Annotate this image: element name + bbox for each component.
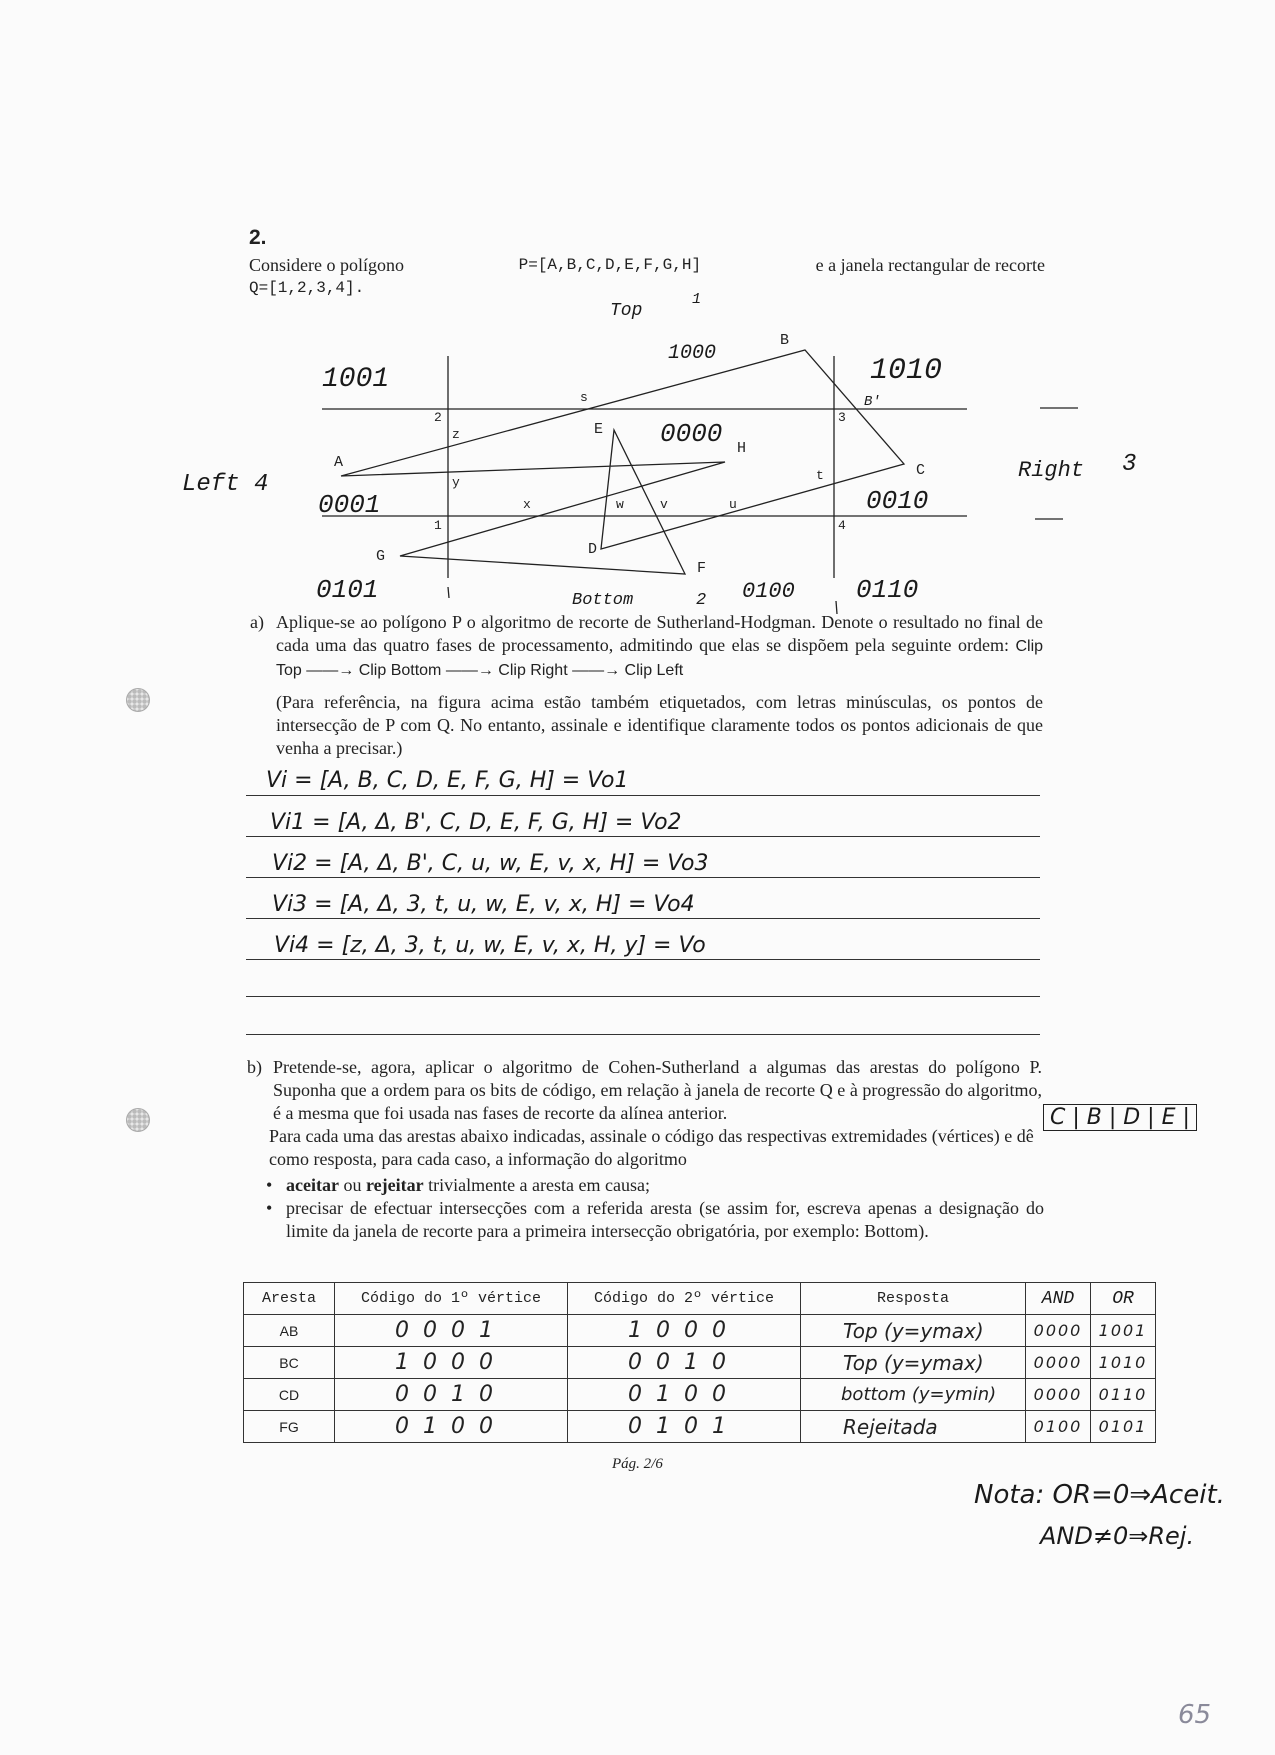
part-a-text — [276, 611, 1043, 682]
label-G: G — [376, 548, 386, 565]
page-number: Pág. 2/6 — [612, 1456, 663, 1472]
bullet-list — [266, 1174, 1044, 1243]
bullet-1 — [266, 1174, 1044, 1197]
bullet-2-text: precisar de efectuar intersecções com a referida aresta (se assim for, escreva apenas a designação do limite da janela de recorte para a primeira intersecção obrigatória, por exemplo: Bottom). — [286, 1198, 1044, 1241]
label-t: t — [816, 468, 824, 483]
code-vertex-2: 1000 — [568, 1315, 801, 1347]
clip-order: Clip Top ——→ Clip Bottom ——→ Clip Right ——→ Clip Left — [276, 638, 1044, 679]
and-bits: 0000 — [1026, 1379, 1091, 1411]
bit-order-box: C | B | D | E | — [1043, 1104, 1197, 1131]
table-row — [244, 1315, 1156, 1347]
edge-name: AB — [244, 1315, 335, 1347]
clipping-diagram — [0, 0, 1275, 620]
label-s: s — [580, 390, 588, 405]
edge-name: BC — [244, 1347, 335, 1379]
corner-3: 3 — [838, 410, 846, 425]
code-vertex-1: 1000 — [335, 1347, 568, 1379]
bullet-reject: rejeitar — [365, 1175, 424, 1195]
scan-marker-b — [126, 1108, 150, 1132]
hand-bottom: Bottom — [572, 591, 634, 610]
polygon-p — [341, 350, 904, 574]
hand-left: Left 4 — [182, 471, 269, 498]
bullet-accept: aceitar — [286, 1175, 339, 1195]
table-row — [244, 1347, 1156, 1379]
code-vertex-2: 0101 — [568, 1411, 801, 1443]
and-bits: 0100 — [1026, 1411, 1091, 1443]
corner-1: 1 — [434, 518, 442, 533]
answer-1: Vi = [A, B, C, D, E, F, G, H] = Vo1 — [266, 768, 629, 793]
response: Top (y=ymax) — [801, 1347, 1026, 1379]
edge-codes-table — [243, 1282, 1156, 1443]
note-line-2: AND≠0⇒Rej. — [1040, 1522, 1195, 1550]
label-B: B — [780, 332, 790, 349]
answer-line — [246, 918, 1040, 919]
response: Top (y=ymax) — [801, 1315, 1026, 1347]
answer-line — [246, 877, 1040, 878]
header-code-2: Código do 2º vértice — [568, 1283, 801, 1315]
edge-name: CD — [244, 1379, 335, 1411]
code-vertex-2: 0010 — [568, 1347, 801, 1379]
corner-2: 2 — [434, 410, 442, 425]
answer-4: Vi3 = [A, Δ, 3, t, u, w, E, v, x, H] = Vo4 — [272, 892, 695, 917]
hand-right-number: 3 — [1122, 451, 1137, 478]
header-response: Resposta — [801, 1283, 1026, 1315]
hand-code-bottom-left: 0101 — [316, 575, 379, 605]
part-b-label: b) — [247, 1057, 262, 1077]
part-a-label: a) — [250, 612, 264, 632]
hand-top: Top — [610, 301, 643, 321]
label-x: x — [523, 497, 531, 512]
or-bits: 1001 — [1091, 1315, 1156, 1347]
scan-marker-a — [126, 688, 150, 712]
header-or: OR — [1091, 1283, 1156, 1315]
code-vertex-1: 0001 — [335, 1315, 568, 1347]
note-line-1: Nota: OR=0⇒Aceit. — [974, 1480, 1225, 1510]
label-w: w — [616, 497, 624, 512]
edge-name: FG — [244, 1411, 335, 1443]
label-D: D — [588, 541, 598, 558]
code-vertex-1: 0010 — [335, 1379, 568, 1411]
or-bits: 0110 — [1091, 1379, 1156, 1411]
intro-mid: e a janela rectangular de recorte — [815, 255, 1045, 275]
bullet-icon: • — [266, 1175, 273, 1195]
and-bits: 0000 — [1026, 1315, 1091, 1347]
hand-code-left: 0001 — [318, 490, 381, 520]
response: bottom (y=ymin) — [801, 1379, 1026, 1411]
label-F: F — [697, 560, 707, 577]
hand-b-prime: B' — [864, 394, 881, 410]
answer-3: Vi2 = [A, Δ, B', C, u, w, E, v, x, H] = Vo3 — [272, 851, 709, 876]
table-row — [244, 1411, 1156, 1443]
hand-code-bottom: 0100 — [742, 579, 795, 604]
table-row — [244, 1379, 1156, 1411]
code-vertex-2: 0100 — [568, 1379, 801, 1411]
label-E: E — [594, 421, 604, 438]
intro-label: Considere o polígono — [249, 255, 404, 275]
label-C: C — [916, 462, 926, 479]
hand-code-top-right: 1010 — [870, 354, 943, 388]
part-a-instructions: Aplique-se ao polígono P o algoritmo de recorte de Sutherland-Hodgman. Denote o resultado no final de cada uma das quatro fases de processamento, admitindo que elas se dispõem pela seguinte ordem: — [276, 612, 1043, 655]
header-code-1: Código do 1º vértice — [335, 1283, 568, 1315]
hand-code-top: 1000 — [668, 342, 717, 365]
question-number: 2. — [249, 226, 267, 249]
answer-2: Vi1 = [A, Δ, B', C, D, E, F, G, H] = Vo2 — [270, 810, 682, 835]
answer-line — [246, 795, 1040, 796]
part-b-text2: Para cada uma das arestas abaixo indicadas, assinale o código das respectivas extremidades (vértices) e dê como resposta, para cada caso, a informação do algoritmo — [269, 1126, 1034, 1169]
left-tick — [448, 587, 449, 598]
label-A: A — [334, 454, 344, 471]
or-bits: 1010 — [1091, 1347, 1156, 1379]
header-and: AND — [1026, 1283, 1091, 1315]
answer-line — [246, 959, 1040, 960]
code-vertex-1: 0100 — [335, 1411, 568, 1443]
table-header-row — [244, 1283, 1156, 1315]
answer-line — [246, 996, 1040, 997]
window-definition: Q=[1,2,3,4]. — [249, 279, 365, 297]
corner-4: 4 — [838, 518, 846, 533]
hand-code-right: 0010 — [866, 486, 929, 516]
hand-right: Right — [1018, 458, 1085, 483]
answer-line — [246, 836, 1040, 837]
bullet-2 — [266, 1197, 1044, 1243]
hand-bottom-number: 2 — [696, 591, 707, 610]
label-H: H — [737, 440, 747, 457]
hand-code-bottom-right: 0110 — [856, 575, 919, 605]
label-v: v — [660, 497, 668, 512]
hand-code-top-left: 1001 — [322, 364, 390, 395]
part-a-note: (Para referência, na figura acima estão também etiquetados, com letras minúsculas, os pontos de intersecção de P com Q. No entanto, assinale e identifique claramente todos os pontos adicionais de que venha a precisar.) — [276, 692, 1043, 758]
hand-code-center: 0000 — [660, 419, 723, 449]
or-bits: 0101 — [1091, 1411, 1156, 1443]
bullet-trivial: trivialmente a aresta em causa; — [428, 1175, 650, 1195]
grade-mark: 65 — [1178, 1700, 1212, 1730]
label-y: y — [452, 475, 460, 490]
answer-line — [246, 1034, 1040, 1035]
polygon-definition: P=[A,B,C,D,E,F,G,H] — [518, 256, 702, 274]
bullet-or: ou — [343, 1175, 362, 1195]
hand-top-number: 1 — [692, 291, 702, 308]
and-bits: 0000 — [1026, 1347, 1091, 1379]
header-edge: Aresta — [244, 1283, 335, 1315]
bullet-icon: • — [266, 1198, 273, 1218]
part-b-text: Pretende-se, agora, aplicar o algoritmo de Cohen-Sutherland a algumas das arestas do polígono P. Suponha que a ordem para os bits de código, em relação à janela de recorte Q e à progressão do algoritmo, é a mesma que foi usada nas fases de recorte da alínea anterior. — [273, 1057, 1042, 1123]
answer-5: Vi4 = [z, Δ, 3, t, u, w, E, v, x, H, y] = Vo — [274, 933, 706, 958]
response: Rejeitada — [801, 1411, 1026, 1443]
label-z: z — [452, 427, 460, 442]
label-u: u — [729, 497, 737, 512]
